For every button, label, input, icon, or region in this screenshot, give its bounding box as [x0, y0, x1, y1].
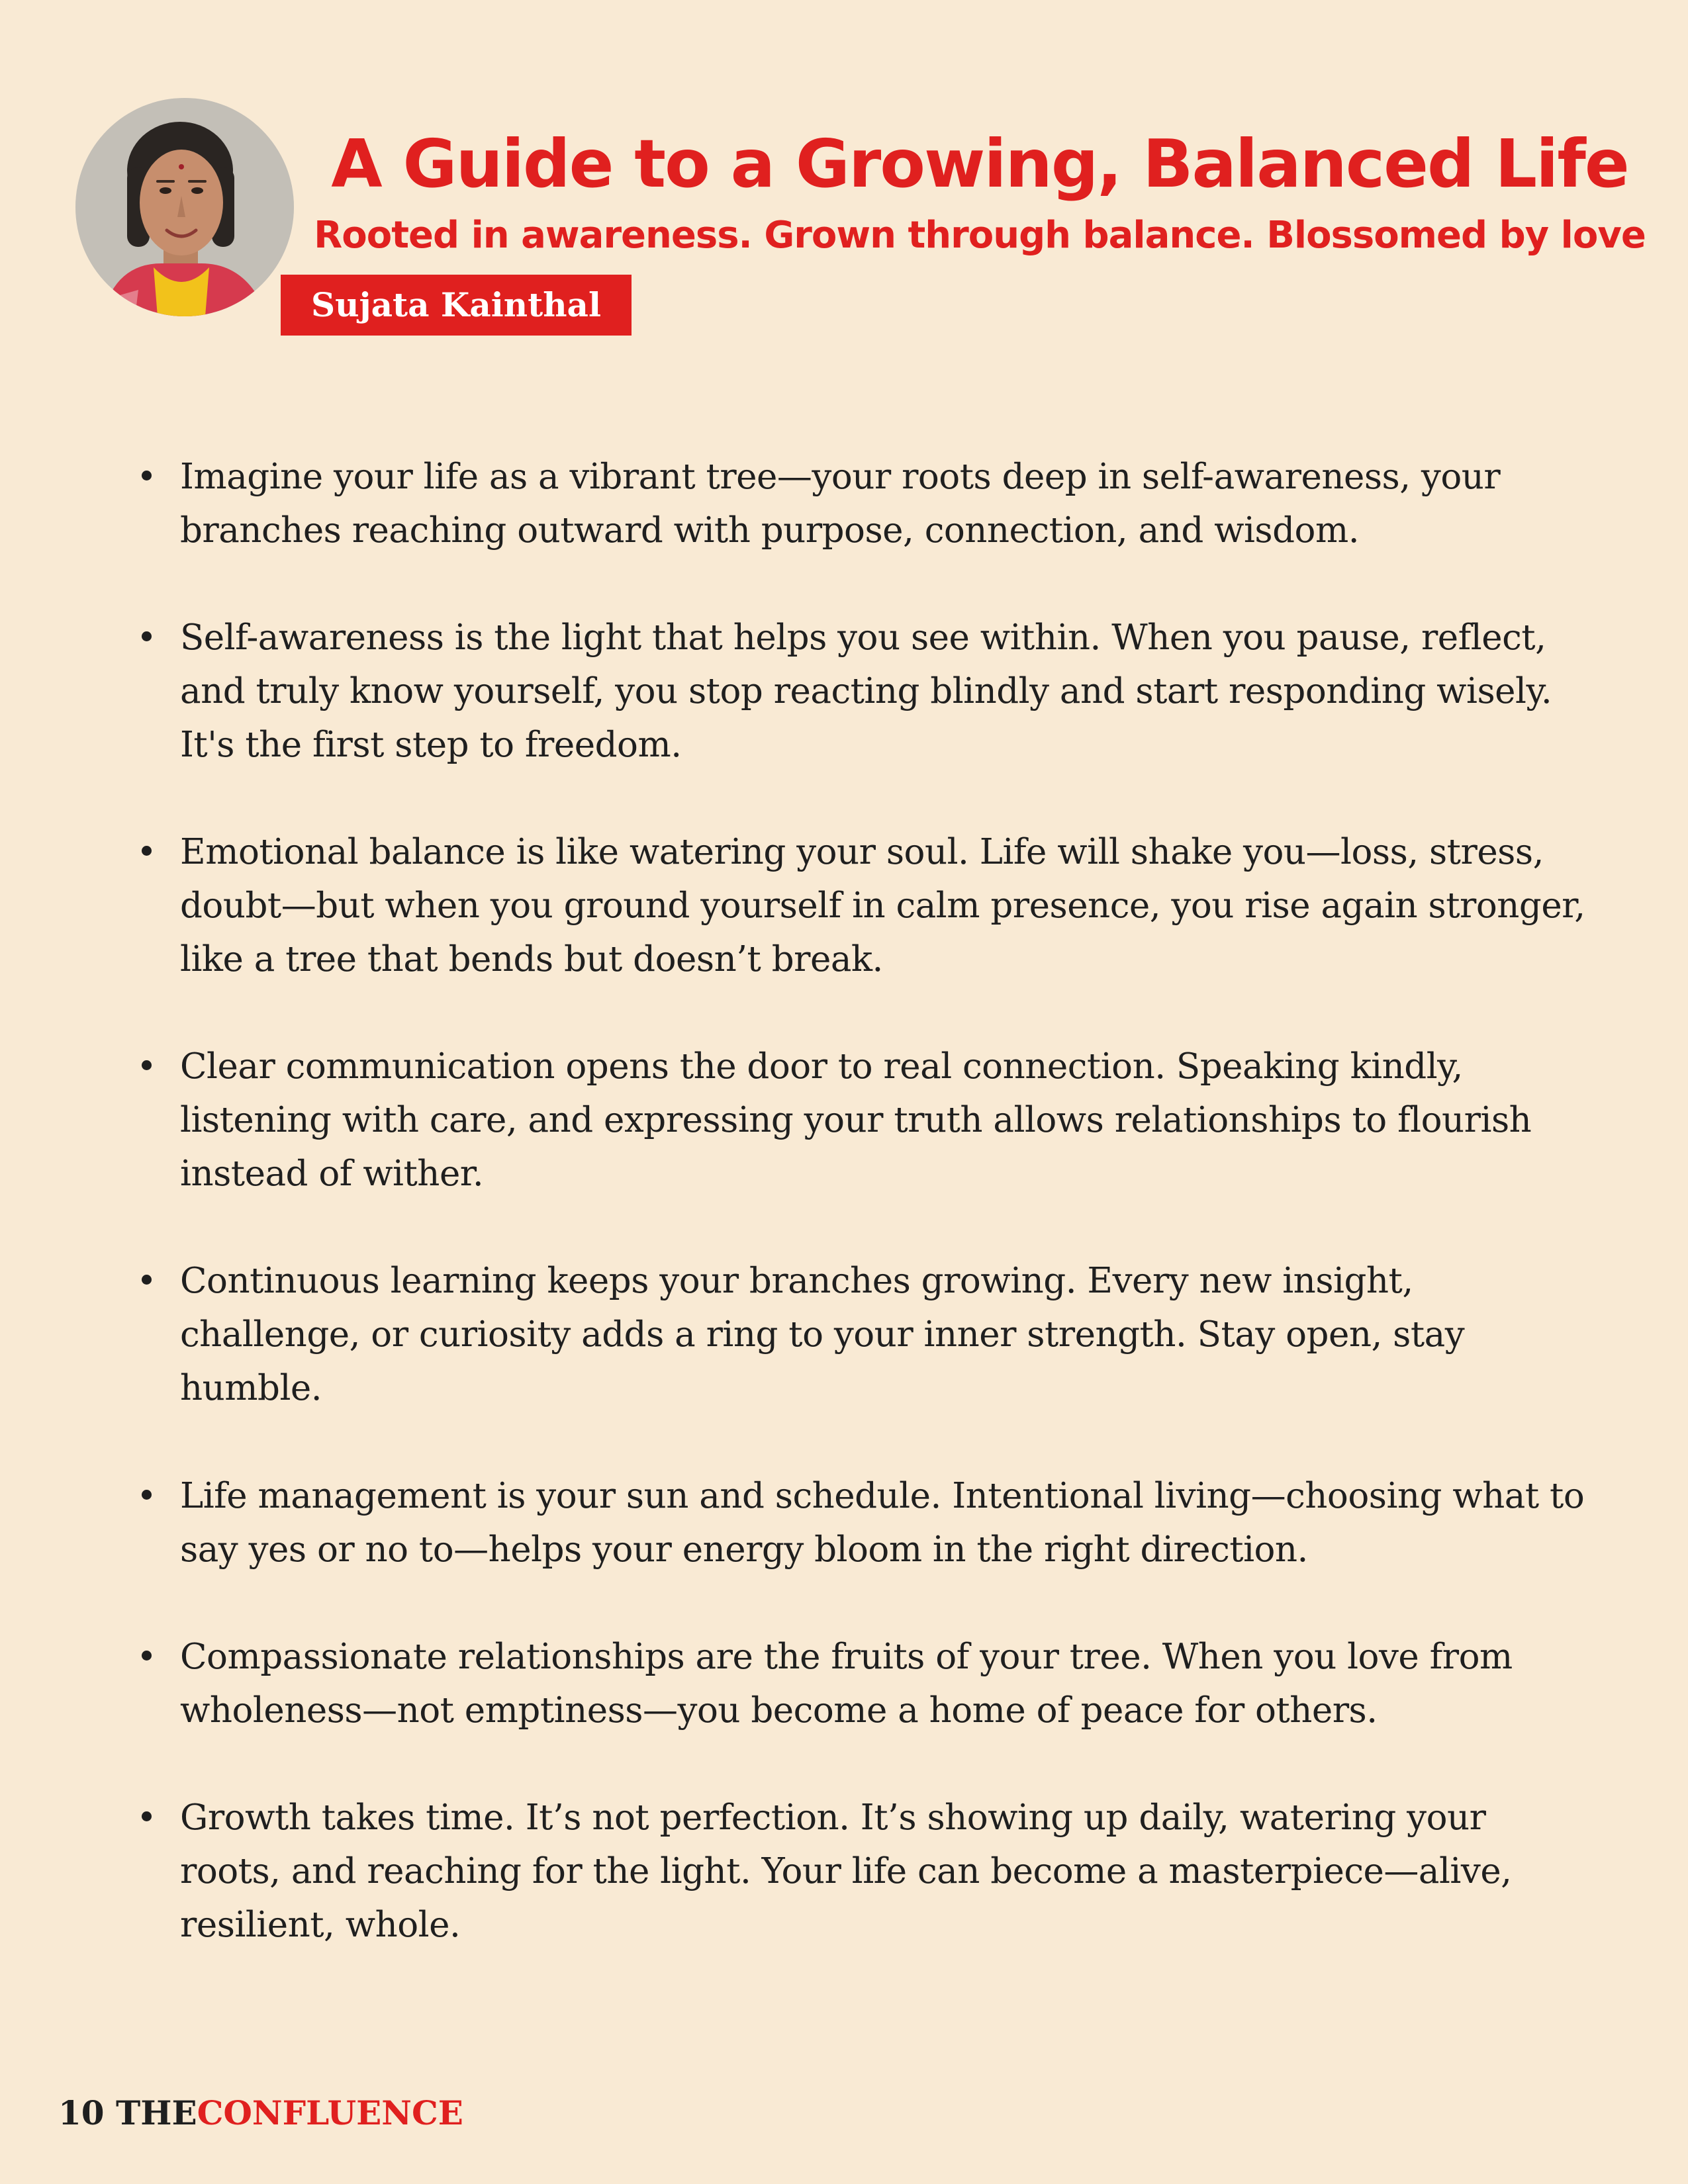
list-item [180, 1791, 1590, 1952]
list-item [180, 450, 1590, 557]
list-item-text: Clear communication opens the door to real connection. Speaking kindly, listening with care, and expressing your truth allows relationships to flourish instead of wither. [180, 1046, 1532, 1194]
list-item [180, 825, 1590, 986]
bullet-icon [142, 1651, 152, 1661]
bullet-icon [142, 1275, 152, 1285]
list-item [180, 1469, 1590, 1576]
page-title: A Guide to a Growing, Balanced Life [331, 125, 1628, 203]
list-item [180, 1040, 1590, 1201]
list-item-text: Continuous learning keeps your branches growing. Every new insight, challenge, or curiosity adds a ring to your inner strength. Stay open, stay humble. [180, 1261, 1465, 1408]
author-photo [75, 98, 294, 316]
list-item-text: Self-awareness is the light that helps you see within. When you pause, reflect, and truly know yourself, you stop reacting blindly and start responding wisely. It's the first step to freedom. [180, 617, 1552, 765]
bullet-icon [142, 846, 152, 856]
bullet-icon [142, 1811, 152, 1821]
page-footer [58, 2090, 463, 2136]
bullet-icon [142, 1060, 152, 1070]
bullet-icon [142, 1490, 152, 1500]
list-item [180, 611, 1590, 772]
bullet-icon [142, 471, 152, 480]
author-badge: Sujata Kainthal [281, 275, 632, 336]
list-item-text: Emotional balance is like watering your soul. Life will shake you—loss, stress, doubt—but when you ground yourself in calm presence, you rise again stronger, like a tree that bends but doesn’t break. [180, 832, 1585, 979]
list-item [180, 1630, 1590, 1737]
bullet-icon [142, 631, 152, 641]
page-subtitle: Rooted in awareness. Grown through balance. Blossomed by love [314, 214, 1646, 257]
magazine-name-confluence: CONFLUENCE [197, 2093, 463, 2132]
list-item-text: Compassionate relationships are the fruits of your tree. When you love from wholeness—not emptiness—you become a home of peace for others. [180, 1637, 1513, 1731]
page-number: 10 [58, 2093, 105, 2132]
magazine-name-the: THE [116, 2093, 197, 2132]
list-item [180, 1254, 1590, 1415]
list-item-text: Imagine your life as a vibrant tree—your roots deep in self-awareness, your branches reaching outward with purpose, connection, and wisdom. [180, 457, 1501, 551]
list-item-text: Life management is your sun and schedule. Intentional living—choosing what to say yes or no to—helps your energy bloom in the right direction. [180, 1476, 1585, 1570]
list-item-text: Growth takes time. It’s not perfection. It’s showing up daily, watering your roots, and reaching for the light. Your life can become a masterpiece—alive, resilient, whole. [180, 1797, 1512, 1945]
